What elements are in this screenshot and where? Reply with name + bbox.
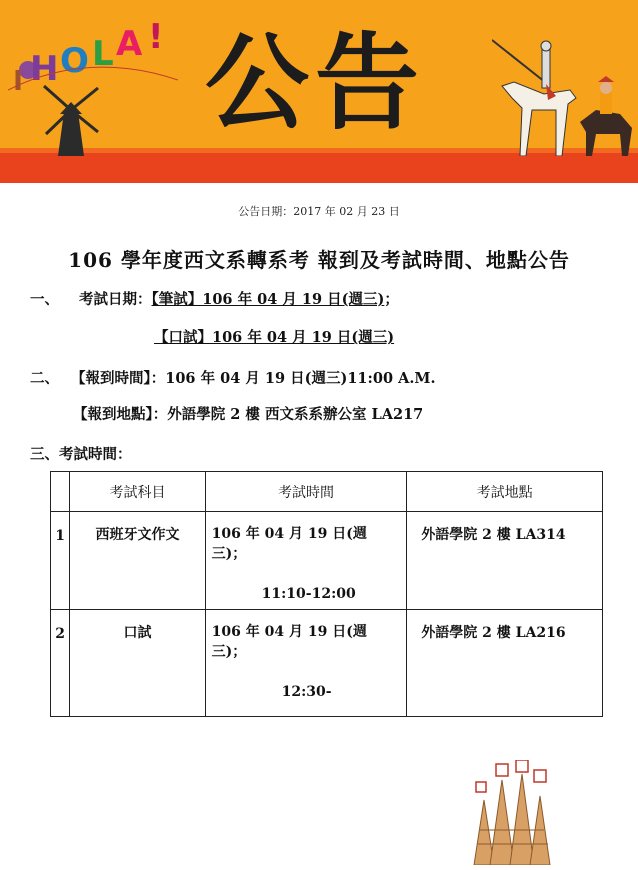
row-number: 1 xyxy=(51,512,70,610)
section-1-line-1 xyxy=(30,288,399,309)
row-time xyxy=(205,610,407,717)
svg-text:A: A xyxy=(116,24,143,64)
report-time-label: 【報到時間】 xyxy=(71,370,151,387)
report-time-value: ：106 年 04 月 19 日(週三)11:00 A.M. xyxy=(150,370,436,387)
quixote-icon xyxy=(492,38,637,156)
oral-exam-date: 【口試】106 年 04 月 19 日(週三) xyxy=(154,329,395,346)
document-title: 106 學年度西文系轉系考 報到及考試時間、地點公告 xyxy=(68,248,570,272)
table-row xyxy=(51,512,603,610)
row-location: 外語學院 2 樓 LA314 xyxy=(407,512,603,610)
header-time: 考試時間 xyxy=(205,472,407,512)
table-row xyxy=(51,610,603,717)
header-number xyxy=(51,472,70,512)
section-3-heading: 三、考試時間： xyxy=(30,446,132,463)
row-location: 外語學院 2 樓 LA216 xyxy=(407,610,603,717)
header-subject: 考試科目 xyxy=(70,472,205,512)
written-exam-date: 【筆試】106 年 04 月 19 日(週三) xyxy=(151,291,385,308)
sagrada-familia-icon xyxy=(470,760,554,865)
svg-text:L: L xyxy=(92,34,114,74)
table-header-row xyxy=(51,472,603,512)
banner-red-band xyxy=(0,153,638,183)
header-banner xyxy=(0,0,638,183)
exam-schedule-table xyxy=(50,471,603,717)
header-location: 考試地點 xyxy=(407,472,603,512)
row-date: 106 年 04 月 19 日(週三)； xyxy=(211,526,367,562)
section-1-label: 考試日期： xyxy=(79,291,152,308)
section-1-number: 一、 xyxy=(30,291,59,308)
row-subject: 西班牙文作文 xyxy=(70,512,205,610)
row-hours: 11:10-12:00 xyxy=(261,586,356,602)
row-time xyxy=(205,512,407,610)
row-date: 106 年 04 月 19 日(週三)； xyxy=(211,624,367,660)
report-place-value: ：外語學院 2 樓 西文系系辦公室 LA217 xyxy=(152,406,424,423)
section-2-line-2 xyxy=(73,403,423,424)
svg-text:H: H xyxy=(30,49,59,89)
row-hours: 12:30- xyxy=(281,684,332,700)
banner-title: 公告 xyxy=(205,22,426,144)
windmill-icon xyxy=(36,80,106,156)
section-2-line-1 xyxy=(30,367,436,388)
post-date: 公告日期：2017 年 02 月 23 日 xyxy=(238,205,400,218)
section-2-number: 二、 xyxy=(30,370,59,387)
row-number: 2 xyxy=(51,610,70,717)
report-place-label: 【報到地點】 xyxy=(73,406,153,423)
svg-text:!: ! xyxy=(148,17,164,57)
svg-text:O: O xyxy=(60,41,89,81)
row-subject: 口試 xyxy=(70,610,205,717)
section-1-separator: ； xyxy=(384,291,399,308)
